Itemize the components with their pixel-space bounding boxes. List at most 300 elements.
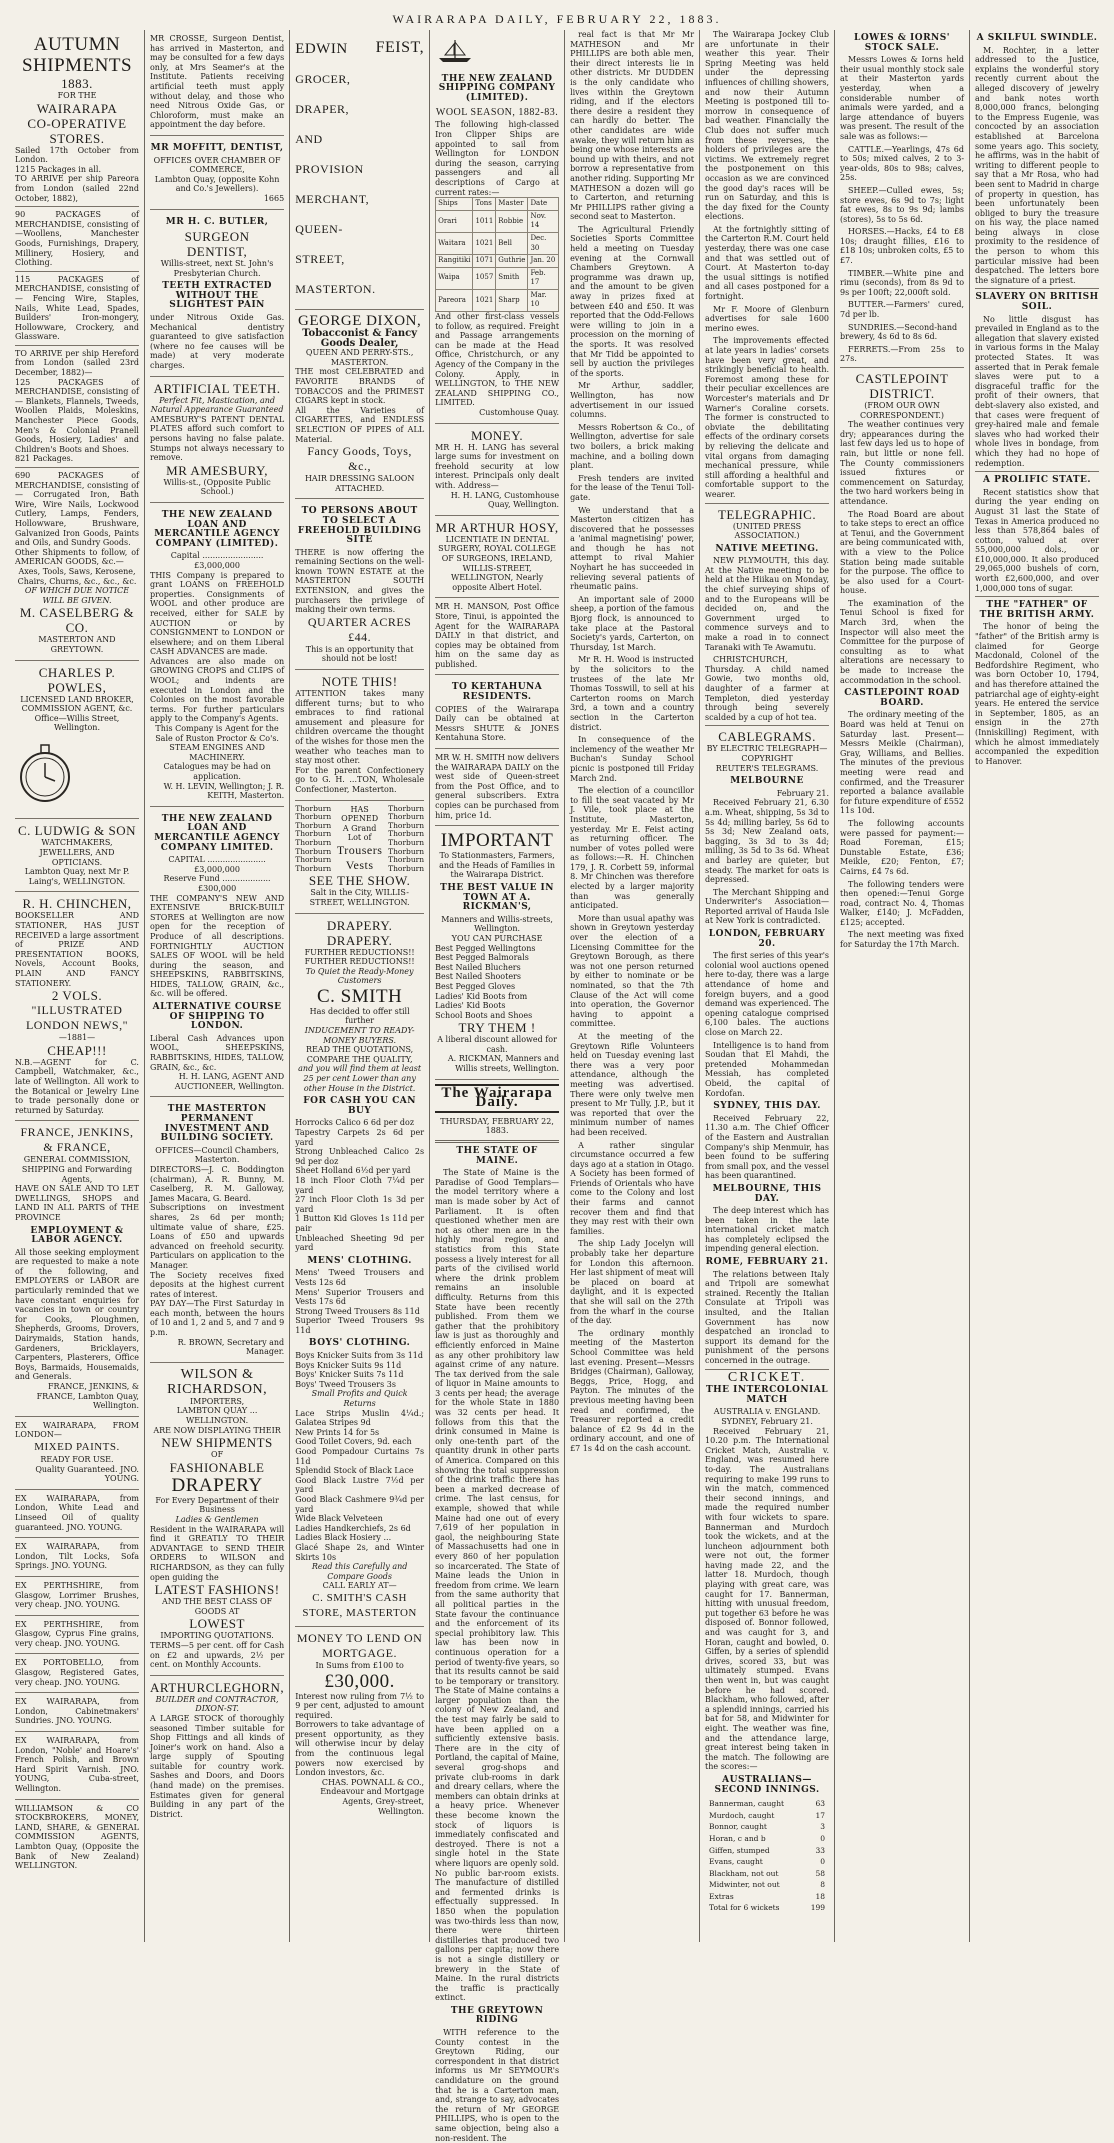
- prolific-head: A PROLIFIC STATE.: [982, 475, 1092, 486]
- cheap-label: CHEAP!!!: [47, 1042, 107, 1058]
- chinchen-ad: [15, 892, 139, 1121]
- news-good: We understand that a Masterton citizen has discovered that he possesses a 'animal magnetising' power, and though he has not attempt to rival Mahier Noyhart he has succeeded in relieving several patients of rheumatic pains.: [570, 505, 695, 592]
- dixon-ad: [295, 310, 424, 499]
- moffitt-ad: [150, 136, 284, 210]
- boys-head: BOYS' CLOTHING.: [308, 1338, 411, 1349]
- road-board-tenders: The following tenders were then opened:—Tenui Gorge road, contract No. 4, Thomas Walker, £140; J. McFadden, £125; accepted.: [840, 879, 965, 927]
- crosse-ad: MR CROSSE, Surgeon Dentist, has arrived in Masterton, and may be consulted for a few days only, at Mrs Seamer's at the Institute. Patients receiving artificial teeth must apply without delay, and those who need Nitrous Oxide Gas, or Chloroform, must make an appointment the day before.: [150, 30, 284, 136]
- slavery-body: No little disgust has prevailed in England as to the allegation that slavery existed in various forms in the Malay protected States. It was asserted that in Perak female slaves were put to a disgraceful traffic for the profit of their owners, that debt-slavery also existed, and that cases were frequent of grey-haired male and female slaves who had worked their whole lives in bondage, from which they had no hope of redemption.: [975, 314, 1099, 468]
- wr-address: LAMBTON QUAY ... WELLINGTON.: [176, 1406, 258, 1426]
- rickman-item: Best Nailed Shooters: [435, 972, 521, 982]
- score-table: [705, 1797, 829, 1915]
- score-batsman: Murdoch, caught: [709, 1810, 775, 1820]
- road-board-body: The ordinary meeting of the Board was held at Tenui on Saturday last. Present—Messrs Meikle (Chairman), Gray, Williams, and Bellies. The minutes of the previous meeting were read and confirmed, and the Treasurer reported a balance available for future expenditure of £552 11s 10d.: [840, 710, 965, 816]
- feist-line-4: PROVISION MERCHANT,: [295, 162, 370, 206]
- wilson-richardson-ad: [150, 1363, 284, 1676]
- score-batsman: Extras: [709, 1891, 734, 1901]
- smiths-store: C. SMITH'S CASH STORE, MASTERTON: [302, 1591, 417, 1619]
- wr-of: OF: [211, 1450, 224, 1460]
- other-list: Axes, Tools, Saws, Kerosene, Chairs, Churns, &c., &c., &c.: [17, 566, 137, 586]
- nz-loan-capital: Capital ........................ £3,000,000: [170, 551, 264, 570]
- nz-loan2-body: THE COMPANY'S NEW AND EXTENSIVE BRICK-BUILT STORES at Wellington are now open for the reception of Produce of all descriptions. FORTNIGHTLY AUCTION SALES OF WOOL will be held during the season, and SHEEPSKINS, RABBITSKINS, HIDES, TALLOW, GRAIN, &c., &c. will be offered.: [149, 893, 285, 999]
- lace-item: Splendid Stock of Black Lace: [295, 1466, 414, 1476]
- news-birch: Mr Arthur, saddler, Wellington, has now advertisement in our issued columns.: [570, 381, 695, 420]
- moffitt-head: MR MOFFITT, DENTIST,: [150, 142, 284, 153]
- caselberg-ad: [15, 30, 139, 661]
- lowes-head: LOWES & IORNS' STOCK SALE.: [854, 33, 951, 53]
- wr-fashionable: FASHIONABLE: [169, 1459, 265, 1475]
- news-orchards: At the meeting of the Greytown Rifle Volunteers held on Tuesday evening last there was a very poor attendance, although the meeting was advertised. There were only twelve men present to Mr Tully, J.P., but it was reported that over the minimum number of names had been received.: [570, 1031, 695, 1137]
- teeth-head: TEETH EXTRACTED WITHOUT THE SLIGHTEST PAIN: [162, 281, 272, 311]
- building-site-ad: [295, 499, 424, 670]
- cash-item: Tapestry Carpets 2s 6d per yard: [295, 1128, 425, 1147]
- telegraphic-head: TELEGRAPHIC.: [717, 506, 817, 522]
- rickman-item: Ladies' Kid Boots from: [435, 991, 528, 1001]
- reuters: REUTER'S TELEGRAMS.: [715, 763, 819, 773]
- table-cell: Dec. 30: [528, 232, 559, 254]
- lace-item: New Prints 14 for 5s: [295, 1427, 380, 1437]
- score-row: [707, 1811, 827, 1821]
- score-body: [707, 1799, 827, 1913]
- thorburn-8: Thorburn: [295, 863, 332, 873]
- score-runs: 0: [820, 1833, 826, 1843]
- news-improvements: The improvements effected at late years in ladies' corsets have been very great, and strikingly beneficial to health. Foremost among these for their peculiar excellences are Worcester's materials and Dr Warner's Coraline corsets. The former is constructed to obviate the debilitating effects of the ordinary corsets by relieving the delicate and vital organs from damaging mechanical pressure, while still affording a healthful and comfortable support to the wearer.: [705, 336, 830, 499]
- money-body: MR H. H. LANG has several large sums for investment on freehold security at low interest. Principals only dealt with. Address—: [435, 442, 560, 490]
- arrive-text: TO ARRIVE per ship Pareora from London (sailed 22nd October, 1882),: [15, 174, 139, 203]
- france-signature: FRANCE, JENKINS, & FRANCE, Lambton Quay, Wellington.: [36, 1382, 139, 1411]
- melbourne2-head: MELBOURNE, THIS DAY.: [712, 1183, 822, 1204]
- melbourne2-body: The deep interest which has been taken in the late international cricket match has completely eclipsed the impending general election.: [705, 1206, 830, 1254]
- cash-item: 1 Button Kid Gloves 1s 11d per pair: [295, 1214, 425, 1233]
- wr-head: WILSON & RICHARDSON,: [167, 1366, 268, 1397]
- feist-line-2: GROCER,: [295, 72, 351, 86]
- drapery-head: DRAPERY. DRAPERY.: [326, 917, 393, 948]
- money-lend-amount: £30,000.: [324, 1670, 395, 1692]
- artificial-teeth-ad: [150, 377, 284, 503]
- money-ad: [435, 424, 559, 516]
- score-runs: 3: [820, 1822, 826, 1832]
- artificial-teeth-sub: Perfect Fit, Mastication, and Natural Appearance Guaranteed: [150, 395, 284, 415]
- butler-address: Willis-street, next St. John's Presbyterian Church.: [160, 259, 274, 278]
- score-runs: 17: [815, 1810, 826, 1820]
- permanent-body: Subscriptions on investment shares, 2s 6d per month; ultimate value of share, £25. Loans of £50 and upwards advanced on freehold security. Particulars on application to the Manager.: [149, 1203, 285, 1270]
- nz-shipping-ad: [435, 30, 559, 424]
- money-to-lend-ad: [295, 1627, 424, 1821]
- thorburn-r7: Thorburn: [388, 855, 425, 865]
- score-total-row: [707, 1903, 827, 1913]
- ship-table-header: Master: [496, 198, 528, 211]
- nz-loan-body: THIS Company is prepared to grant LOANS on FREEHOLD properties. Consignments of WOOL and other produce are received, either for SALE by AUCTION or by CONSIGNMENT to LONDON or elsewhere; and on them Liberal CASH ADVANCES are made.: [149, 570, 285, 657]
- cash-item: 27 inch Floor Cloth 1s 3d per yard: [295, 1195, 425, 1214]
- swindle-head: A SKILFUL SWINDLE.: [976, 33, 1098, 43]
- young-ad-6: EX PORTOBELLO, from Glasgow, Registered Gates, very cheap. JNO. YOUNG.: [15, 1654, 139, 1693]
- artificial-teeth-title: ARTIFICIAL TEETH.: [153, 380, 281, 396]
- press-association: (UNITED PRESS ASSOCIATION.): [732, 521, 802, 541]
- important-address: Manners and Willis-streets, Wellington.: [441, 914, 553, 934]
- amesbury-body: AMESBURY'S PATENT DENTAL PLATES afford such comfort to persons having no false palate. Stumps not always necessary to remove.: [149, 414, 285, 463]
- wr-terms: TERMS—5 per cent. off for Cash on £2 and upwards, 2½ per cent. on Monthly Accounts.: [149, 1640, 285, 1670]
- score-batsman: Midwinter, not out: [709, 1880, 780, 1890]
- chinchen-name: R. H. CHINCHEN,: [22, 896, 132, 912]
- rome-head: ROME, FEBRUARY 21.: [705, 1257, 829, 1268]
- melbourne-head: MELBOURNE: [730, 776, 804, 787]
- dixon-body: THE most CELEBRATED and FAVORITE BRANDS of TOBACCOS and the PRIMEST CIGARS kept in stock.: [295, 367, 425, 406]
- christchurch-body: CHRISTCHURCH, Thursday. A child named Gowie, two months old, daughter of a farmer at Templeton, died yesterday through being severely scalded by a cup of hot tea.: [705, 655, 830, 722]
- score-row: [707, 1846, 827, 1856]
- sydney-head: SYDNEY, THIS DAY.: [713, 1101, 821, 1112]
- score-total-value: 199: [810, 1903, 826, 1913]
- news-greytown: More than usual apathy was shown in Greytown yesterday over the election of a Licensing Committee for the Greytown Borough, as there was not one person returned by either to nominate or be nominated, so that the 7th Clause of the Act will come into operation, the Governor having to appoint a committee.: [570, 913, 695, 1029]
- merchandise-1: 90 PACKAGES of MERCHANDISE, consisting of—Woollens, Manchester Goods, Furnishings, Drapery, Millinery, Hosiery, and Clothing.: [15, 210, 139, 268]
- boys-item: Boys Knicker Suits from 3s 11d: [295, 1351, 423, 1361]
- masthead: WAIRARAPA DAILY, FEBRUARY 22, 1883.: [392, 12, 722, 26]
- cleghorn-ad: [150, 1676, 284, 1825]
- small-profits: Small Profits and Quick Returns: [311, 1389, 408, 1409]
- mens-item: Superior Tweed Trousers 9s 11d: [295, 1316, 425, 1335]
- cricket-head: CRICKET.: [727, 1369, 807, 1385]
- table-cell: Sharp: [496, 289, 528, 311]
- powles-desc: LICENSED LAND BROKER, COMMISSION AGENT, &c.: [20, 694, 134, 714]
- feist-lines: [295, 34, 375, 304]
- castlepoint-head: CASTLEPOINT DISTRICT.: [855, 371, 949, 401]
- money-lend-tail: Interest now ruling from 7½ to 9 per cent, adjusted to amount required.: [295, 1691, 425, 1720]
- table-row: [436, 289, 559, 311]
- table-cell: 1021: [473, 232, 496, 254]
- score-row: [707, 1880, 827, 1890]
- feist-name: FEIST,: [375, 39, 425, 56]
- cash-item: 18 inch Floor Cloth 7¼d per yard: [295, 1175, 425, 1195]
- castlepoint-body-3: The examination of the Tenui School is fixed for March 3rd, when the Inspector will also meet the Committee for the purpose of consulting as to what alterations are necessary to be made to increase the accommodation in the school.: [840, 598, 965, 685]
- permanent-signature: R. BROWN, Secretary and Manager.: [177, 1337, 285, 1357]
- sailing-ship-icon: [435, 38, 475, 64]
- permanent-pay: PAY DAY—The First Saturday in each month, between the hours of 10 and 1, 2 and 5, and 7 and 9 p.m.: [149, 1299, 285, 1338]
- customhouse: Customhouse Quay.: [479, 408, 560, 417]
- note-this-head: NOTE THIS!: [321, 674, 398, 690]
- native-body: NEW PLYMOUTH, this day. At the Native meeting to be held at the Hiikau on Monday, the chief surveying ships of and to the Europeans will be decided on, and the Government urged to commence surveys and to make a road in to connect Taranaki with Te Awamutu.: [705, 556, 830, 652]
- young1-title: MIXED PAINTS.: [34, 1440, 120, 1453]
- table-cell: 1057: [473, 267, 496, 289]
- dixon-sub: Tobacconist & Fancy Goods Dealer,: [302, 328, 418, 349]
- news-wood: Mr R. H. Wood is instructed by the solicitors to the trustees of the late Mr Thomas Tosswill, to sell at his Carterton rooms on March 3rd, a town and a country section in the Carterton district.: [570, 655, 695, 732]
- permanent-body-2: The Society receives fixed deposits at the highest current rates of interest.: [149, 1270, 285, 1299]
- leader-article: [435, 1168, 559, 2003]
- thorburn-7: Thorburn: [295, 855, 332, 865]
- butler-title-1: SURGEON: [184, 229, 250, 245]
- sydney2: SYDNEY, February 21.: [721, 1416, 813, 1426]
- thorburn-list-right: [386, 805, 424, 874]
- drapery-sub: FURTHER REDUCTIONS!! FURTHER REDUCTIONS!!: [304, 947, 415, 967]
- ludwig-ad: [15, 819, 139, 892]
- cleghorn-head: ARTHURCLEGHORN,: [149, 1679, 285, 1695]
- france-land: HAVE ON SALE AND TO LET DWELLINGS, SHOPS and LAND IN ALL PARTS of THE PROVINCE: [15, 1184, 139, 1222]
- score-row: [707, 1892, 827, 1902]
- france-name: FRANCE, JENKINS, & FRANCE,: [20, 1125, 134, 1155]
- hosy-address: WILLIS-STREET, WELLINGTON, Nearly opposite Albert Hotel.: [451, 563, 544, 592]
- mens-item: Mens' Tweed Trousers and Vests 12s 6d: [295, 1268, 425, 1287]
- thorburn-3: Thorburn: [295, 820, 332, 830]
- liberal-cash: Liberal Cash Advances upon WOOL, SHEEPSKINS, RABBITSKINS, HIDES, TALLOW, GRAIN, &c., &c.: [149, 1033, 285, 1072]
- money-title: MONEY.: [470, 427, 524, 443]
- thorburn-r1: Thorburn: [388, 803, 425, 813]
- cleghorn-sub: BUILDER and CONTRACTOR, DIXON-ST.: [155, 1694, 279, 1714]
- alternative-course: ALTERNATIVE COURSE OF SHIPPING TO LONDON.: [152, 1002, 282, 1032]
- williamson-ad: WILLIAMSON & CO STOCKBROKERS, MONEY, LAND, SHARE, & GENERAL COMMISSION AGENTS, Lambton Quay, (Opposite the Bank of New Zealand) WELLINGTON.: [15, 1803, 139, 1871]
- smith-lead: To Quiet the Ready-Money Customers: [305, 966, 414, 986]
- melbourne-date: February 21.: [776, 788, 830, 798]
- thorburn-r6: Thorburn: [388, 846, 425, 856]
- aus-eng: AUSTRALIA v. ENGLAND.: [713, 1407, 821, 1417]
- news-items-2: [705, 30, 829, 500]
- nz-loan2-head: THE NEW ZEALAND LOAN AND MERCANTILE AGENCY COMPANY LIMITED.: [154, 813, 280, 853]
- ludwig-desc: WATCHMAKERS, JEWELLERS, AND OPTICIANS.: [39, 838, 115, 867]
- see-show: SEE THE SHOW.: [308, 873, 411, 889]
- lace-item: Good Black Lustre 7½d per yard: [295, 1475, 425, 1495]
- stores-word: STORES.: [49, 130, 105, 146]
- lowes-sundries: SUNDRIES.—Second-hand brewery, 4s 6d to 8s 6d.: [840, 322, 958, 342]
- smith-ad: [295, 914, 424, 1627]
- cash-item: Horrocks Calico 6 6d per doz: [295, 1118, 415, 1128]
- permanent-head: THE MASTERTON PERMANENT INVESTMENT AND BUILDING SOCIETY.: [160, 1104, 274, 1144]
- autumn-title: AUTUMN SHIPMENTS: [21, 34, 133, 76]
- young1-signature: Quality Guaranteed. JNO. YOUNG.: [35, 1464, 139, 1484]
- cable-by: BY ELECTRIC TELEGRAPH—COPYRIGHT: [706, 744, 828, 763]
- lowes-ferrets: FERRETS.—From 25s to 27s.: [840, 344, 965, 364]
- important-best: THE BEST VALUE IN TOWN AT A. RICKMAN'S,: [440, 882, 554, 913]
- other-shipments: Other Shipments to follow, of AMERICAN GOODS, &c.—: [15, 547, 139, 567]
- moffitt-number: 1665: [263, 193, 285, 203]
- boys-item: Boys Knicker Suits 9s 11d: [295, 1360, 402, 1370]
- ship-table-head: [436, 198, 559, 211]
- nz-loan-ad: [150, 503, 284, 807]
- sailed-note: Sailed 17th October from London.: [15, 145, 139, 165]
- chinchen-desc: BOOKSELLER AND STATIONER, HAS JUST RECEIVED a large assortment of PRIZE AND PRESENTATION BOOKS, Novels, Account Books, PLAIN AND FANCY STATIONERY.: [15, 911, 139, 988]
- teeth-body: under Nitrous Oxide Gas. Mechanical dentistry guaranteed to give satisfaction (where no fee causes will be made) at very moderate charges.: [149, 313, 285, 371]
- butler-head: MR H. C. BUTLER,: [165, 216, 269, 227]
- score-row: [707, 1857, 827, 1867]
- hair-dressing: HAIR DRESSING SALOON ATTACHED.: [304, 474, 415, 493]
- lace-item: Glacé Shape 2s, and Winter Skirts 10s: [295, 1542, 425, 1562]
- thorburn-4: Thorburn: [295, 829, 332, 839]
- cash-head: FOR CASH YOU CAN BUY: [303, 1096, 416, 1116]
- employment-heading: EMPLOYMENT & LABOR AGENCY.: [30, 1225, 124, 1246]
- road-board-body-2: The following accounts were passed for payment:—Road Foreman, £15; Dunstable Estate, £36; Meikle, £20; Fenton, £7; Cairns, £4 7s 6d.: [840, 818, 965, 876]
- france-jenkins-ad: [15, 1121, 139, 1416]
- ship-table-header: Ships: [436, 198, 473, 211]
- score-runs: 8: [820, 1880, 826, 1890]
- money-lend-head: MONEY TO LEND ON MORTGAGE.: [296, 1630, 423, 1660]
- rickman-item: Best Pegged Gloves: [435, 981, 516, 991]
- melbourne-body: Received February 21, 6.30 a.m. Wheat, shipping, 5s 3d to 5s 4d; milling barley, 5s 6d to 5s 3d; New Zealand oats, bagging, 3s 3d to 3s 4d; milling, 3s 5d to 3s 6d. Wheat and barley are quieter, but steady. The market for oats is depressed.: [705, 798, 830, 885]
- lowes-horses: HORSES.—Hacks, £4 to £8 10s; draught fillies, £16 to £18 10s; unbroken colts, £5 to £7.: [840, 227, 965, 266]
- merchandise-4: 690 PACKAGES of MERCHANDISE, consisting of— Corrugated Iron, Bath Wire, Wire Nails, Lockwood Cutlery, Lamps, Fenders, Hollowware, Brushware, Galvanized Iron Goods, Paints and Oils, and Sundry Goods.: [15, 471, 139, 548]
- news-seventy: A rather singular circumstance occurred a few days ago at a station in Otago. A Society has been formed of Friends of Orientals who have come to the Colony and lost their farms and cannot recover them and find that they may rest with their own families.: [570, 1140, 695, 1236]
- father-body: The honor of being the "father" of the British army is claimed for George Macdonald, Colonel of the Bedfordshire Regiment, who was born October 10, 1794, and has therefore attained the patriarchal age of eighty-eight years. He entered the service in September, 1805, as an ensign in the 27th (Inniskilling) Regiment, with which he almost immediately accompanied the expedition to Hanover.: [975, 622, 1099, 766]
- lace-item: Good Black Cashmere 9¾d per yard: [295, 1494, 425, 1514]
- cricket-body: Received February 21, 10.20 p.m. The International Cricket Match, Australia v. England, was resumed here to-day. The Australians requiring to make 199 runs to win the match, commenced their second innings, and made the required number with four wickets to spare. Bannerman and Murdoch took the wickets, and at the luncheon adjournment both were not out, the former having made 22, and the latter 18. Murdoch, though playing with great care, was caught for 17. Bannerman, hitting with unusual freedom, put together 63 before he was disposed of. Bonnor followed, and was caught for 3, and Horan, caught and bowled, 0. Giffen, by a series of splendid drives, scored 33, but was ultimately stumped. Evans then went in, but was caught before he had scored. Blackham, who followed, after a splendid innings, carried his bat for 58, and Midwinter for eight. The weather was fine, and the attendance large, great interest being taken in the match. The following are the scores:—: [705, 1426, 830, 1772]
- quarter-note: This is an opportunity that should not be lost!: [305, 644, 414, 664]
- nz-loan-head: THE NEW ZEALAND LOAN AND MERCANTILE AGENCY COMPANY (LIMITED).: [154, 509, 280, 549]
- arrive-text-2: TO ARRIVE per ship Hereford from London (sailed 23rd December, 1882)—: [15, 348, 139, 378]
- lace-item: Ladies Black Hosiery ...: [295, 1533, 392, 1543]
- table-cell: Waitara: [436, 232, 473, 254]
- riding-body: WITH reference to the County contest in the Greytown Riding, our correspondent in that district informs us Mr SEYMOUR's candidature on the ground that he is a Carterton man, and, strange to say, advocates the return of Mr GEORGE PHILLIPS, who is open to the same objection, being also a non-resident. The: [435, 2028, 560, 2143]
- cash-item: Sheet Holland 6½d per yard: [295, 1166, 411, 1176]
- table-cell: Mar. 10: [528, 289, 559, 311]
- news-election: The election of a councillor to fill the seat vacated by Mr J. Vile, took place at the Institute, Masterton, yesterday. Mr E. Feist acting as returning officer. The number of votes polled were as follows:—R. H. Chinchen 179, J. R. Corbett 59, informal 8. Mr Chinchen was therefore elected by a larger majority than was generally anticipated.: [570, 786, 695, 911]
- table-row: [436, 232, 559, 254]
- leader-head: THE STATE OF MAINE.: [456, 1146, 538, 1166]
- castlepoint-body: The weather continues very dry; appearances during the last few days led us to hope of rain, but little or none fell. The County commissioners issued fixtures or commencement on Saturday, the two hard workers being in attendance.: [840, 420, 965, 506]
- caselberg-address: MASTERTON AND GREYTOWN.: [38, 635, 116, 654]
- lace-item: Good Toilet Covers, 9d. each: [295, 1437, 412, 1447]
- column-1: [10, 30, 145, 1942]
- prolific-body: Recent statistics show that during the year ending on August 31 last the State of Texas in America produced no less than 578,864 bales of cotton, valued at over 55,000,000 dols., or £10,000,000. It also produced 29,065,000 bushels of corn, worth £2,600,000, and over 1,000,000 tons of sugar.: [975, 487, 1099, 593]
- issue-date: THURSDAY, FEBRUARY 22, 1883.: [440, 1116, 554, 1136]
- news-jocelyn: The ship Lady Jocelyn will probably take her departure for London this afternoon. Her last shipment of meat will be placed on board at daylight, and it is expected that she will sail on the 27th from the wharf in the course of the day.: [570, 1239, 695, 1326]
- ship-table-header: Date: [528, 198, 559, 211]
- london-head: LONDON, FEBRUARY 20.: [708, 929, 826, 949]
- powles-name: CHARLES P. POWLES,: [38, 664, 116, 695]
- ruston-signature: W. H. LEVIN, Wellington; J. R. KEITH, Masterton.: [163, 781, 285, 801]
- cash-item: Strong Unbleached Calico 2s 9d per doz: [295, 1147, 425, 1166]
- wairarapa-word: WAIRARAPA: [36, 100, 118, 116]
- table-cell: 1021: [473, 289, 496, 311]
- nzsc-foot: And other first-class vessels to follow, as required. Freight and Passage arrangements can be made at the Head Office, Christchurch, or any Agency of the Company in the Colony. Apply, in WELLINGTON, to THE NEW ZEALAND SHIPPING CO., LIMITED.: [435, 312, 560, 408]
- rickman-item: School Boots and Shoes: [435, 1010, 533, 1020]
- nzsc-body: The following high-classed Iron Clipper Ships are appointed to sail from Wellington for LONDON during the season, carrying passengers and all descriptions of Cargo at current rates:—: [435, 120, 560, 197]
- discount-note: A liberal discount allowed for cash.: [437, 1035, 557, 1054]
- hosy-sub: LICENTIATE IN DENTAL SURGERY, ROYAL COLLEGE OF SURGEONS, IRELAND,: [438, 534, 556, 563]
- dixon-address: QUEEN AND PERRY-STS., MASTERTON.: [305, 348, 414, 367]
- moffitt-address: Lambton Quay, (opposite Kohn and Co.'s Jewellers).: [154, 174, 280, 194]
- vests-label: Vests: [345, 857, 374, 872]
- score-total-label: Total for 6 wickets: [709, 1903, 780, 1913]
- illustrated-year: —1881—: [58, 1033, 96, 1043]
- coop-word: CO-OPERATIVE: [27, 115, 127, 131]
- slavery-head: SLAVERY ON BRITISH SOIL.: [975, 292, 1099, 313]
- young-ad-7: EX WAIRARAPA, from London, Cabinetmakers' Sundries. JNO. YOUNG.: [15, 1693, 139, 1732]
- hosy-name: MR ARTHUR HOSY,: [435, 519, 559, 535]
- pocket-watch-icon: [15, 737, 75, 807]
- smith-body: Has decided to offer still further: [309, 1006, 410, 1026]
- score-row: [707, 1834, 827, 1844]
- caselberg-firm: M. CASELBERG & CO.: [19, 605, 135, 636]
- money-signature: H. H. LANG, Customhouse Quay, Wellington.: [450, 490, 560, 510]
- table-cell: Orari: [436, 210, 473, 232]
- dixon-body-2: All the Varieties of CIGARETTES, and ENDLESS SELECTION OF PIPES of ALL Material.: [295, 405, 425, 444]
- agent-note: N.B.—AGENT for C. Campbell, Watchmaker, &c., late of Wellington. All work to the Botanical or Jewelry Line to trade personally done or returned by Saturday.: [15, 1057, 139, 1115]
- mens-item: Strong Tweed Trousers 8s 11d: [295, 1306, 420, 1316]
- feist-line-1: EDWIN: [295, 41, 348, 57]
- illustrated-vols: 2 VOLS.: [51, 988, 103, 1004]
- score-batsman: Horan, c and b: [709, 1833, 766, 1843]
- sydney-body: Received February 22, 11.30 a.m. The Chief Officer of the Eastern and Australian Company's ship Menmuir, has been found to be suffering from small pox, and the vessel has been quarantined.: [705, 1113, 830, 1181]
- table-cell: Guthrie: [496, 255, 528, 268]
- rickman-signature: A. RICKMAN, Manners and Willis streets, Wellington.: [447, 1054, 560, 1074]
- autumn-year: 1883.: [61, 76, 93, 91]
- permanent-directors: DIRECTORS—J. C. Boddington (chairman), A. R. Bunny, M. Caselberg, R. M. Galloway, James Macara, G. Beard.: [149, 1164, 285, 1203]
- london-body: The first series of this year's colonial wool auctions opened here to-day, there was a large attendance of home and foreign buyers, and a good demand was experienced. The opening catalogue comprised 6,100 bales. The auctions close on March 22.: [705, 951, 830, 1037]
- table-cell: Waipa: [436, 267, 473, 289]
- score-runs: 18: [815, 1891, 826, 1901]
- score-batsman: Blackham, not out: [709, 1868, 779, 1878]
- important-lead: To Stationmasters, Farmers, and the Heads of Families in the Wairarapa District.: [439, 851, 556, 880]
- road-board-head: CASTLEPOINT ROAD BOARD.: [844, 688, 960, 708]
- note-this-signature: For the parent Confectionery go to G. H. ...TON, Wholesale Confectioner, Masterton.: [295, 765, 425, 794]
- native-head: NATIVE MEETING.: [715, 543, 819, 554]
- employment-body: All those seeking employment are requested to make a note of the following, and EMPLOYERS or LABOR are particularly reminded that we have constant enquiries for vacancies in town or country for Cooks, Ploughmen, Shepherds, Grooms, Drovers, Dairymaids, Station hands, Gardeners, Bricklayers, Carpenters, Plasterers, Office Boys, Barmaids, Housemaids, and Generals.: [15, 1247, 139, 1382]
- thorburn-2: Thorburn: [295, 812, 332, 822]
- swindle-body: M. Rochter, in a letter addressed to the Justice, explains the wonderful story recently current about the alleged discovery of jewelry and bank notes worth 8,000,000 francs, belonging to the Empress Eugenie, was concocted by an association established at Barcelona some years ago. This society, he affirms, was in the habit of writing to different people to say that a Mr Rosa, who had been sent to Madrid in charge of property in question, has been unfortunately been obliged to bury the treasure on his way, the place named being always in close proximity to the residence of the person to whom this particular missive had been despatched. The letters bore the signature of a priest.: [975, 45, 1099, 285]
- wr-new: NEW SHIPMENTS: [161, 1435, 273, 1451]
- wr-lowest: LOWEST: [189, 1616, 245, 1632]
- permanent-society-ad: [150, 1097, 284, 1362]
- score-runs: 33: [815, 1845, 826, 1855]
- amesbury-name: MR AMESBURY,: [166, 462, 269, 478]
- young1-head: EX WAIRARAPA, FROM LONDON—: [15, 1420, 139, 1440]
- score-batsman: Bonnor, caught: [709, 1822, 767, 1832]
- young-ad-5: EX PERTHSHIRE, from Glasgow, Cyprus Fine grains, very cheap. JNO. YOUNG.: [15, 1616, 139, 1655]
- mens-list: [295, 1268, 424, 1335]
- table-row: [436, 267, 559, 289]
- wr-importing: IMPORTING QUOTATIONS.: [160, 1631, 274, 1641]
- ruston-agent: This Company is Agent for the Sale of Ruston Proctor & Co's. STEAM ENGINES AND MACHINERY.: [155, 724, 279, 762]
- lowes-cattle: CATTLE.—Yearlings, 47s 6d to 50s; mixed calves, 2 to 3-year-olds, 80s to 98s; calves, 25s.: [840, 144, 965, 183]
- smith-read: READ THE QUOTATIONS, COMPARE THE QUALITY,: [306, 1045, 414, 1064]
- table-cell: Smith: [496, 267, 528, 289]
- wr-ladies: Ladies & Gentlemen: [175, 1515, 259, 1524]
- mens-item: Mens' Superior Trousers and Vests 17s 6d: [295, 1287, 425, 1307]
- score-row: [707, 1822, 827, 1832]
- building-site-body: THERE is now offering the remaining Sections on the well-known TOWN ESTATE at the MASTERTON SOUTH EXTENSION, and gives the purchasers the privilege of making their own terms.: [295, 547, 425, 615]
- columns: [10, 30, 1104, 2143]
- table-row: [436, 255, 559, 268]
- lang-signature: H. H. LANG, AGENT AND AUCTIONEER, Wellington.: [174, 1072, 285, 1091]
- young-ad-8: EX WAIRARAPA, from London, "Noble' and Hoare's' French Polish, and Brown Hard Spirit Varnish. JNO. YOUNG, Cuba-street, Wellington.: [15, 1732, 139, 1800]
- wr-best: AND THE BEST CLASS OF GOODS AT: [161, 1597, 273, 1616]
- powles-ad: [15, 661, 139, 820]
- feist-ad: [295, 30, 424, 310]
- quarter-acres: QUARTER ACRES £44.: [307, 614, 412, 644]
- thorburn-1: Thorburn: [295, 803, 332, 813]
- rickman-item: Best Nailed Bluchers: [435, 962, 521, 972]
- powles-address: Office—Willis Street, Wellington.: [34, 713, 120, 733]
- leader-body: The State of Maine is the Paradise of Good Templars—the model territory where a man is made sober by Act of Parliament. It is often questioned whether men are not as other men are in the highly moral region, and statistics from this State possess a lively interest for all parts of the civilised world where the drink problem remains an insoluble difficulty. Returns from this State have been recently published. From them we gather that the prohibitory law is just as thoroughly and efficiently enforced in Maine as any other prohibitory law against crime of any nature. The tax derived from the sale of liquor in Maine amounts to 3 cents per head; the average for the whole State in 1880 was 32 cents per head. It follows from this that the drink consumed in Maine is only one-tenth part of the quantity drunk in other parts of America. Compared on this showing the total suppression of the drink traffic there has been a marked decrease of crime. The last census, for example, showed that while Maine had one out of every 7,619 of her population in gaol, the neighbouring State of Massachusetts had one in every 860 of her population so incarcerated. The State of Maine leads the Union in freedom from crime. We learn from the same authority that all political parties in the State favour the continuance and the enforcement of its special prohibitory law. This law has been now in continuous operation for a period of twenty-five years, so that its results cannot be said to be temporary or transitory. The State of Maine contains a larger population than the colony of New Zealand, and the test may fairly be said to have been applied on a sufficiently extensive basis. There are in the city of Portland, the capital of Maine, several grog-shops and private club-rooms in dark and dreary cellars, where the members can obtain drinks at a heavy price. Whenever these become known the stock of liquors is immediately confiscated and destroyed. There is not a single hotel in the State where liquors are openly sold. No public bar-room exists. The manufacture of distilled and fermented drinks is effectually suppressed. In 1850 when the population was two-thirds less than now, there were thirteen distilleries that produced two gallons per capita; now there is not a single distillery or brewery in the State of Maine. In the rural districts the traffic is practically extinct.: [435, 1168, 560, 2003]
- table-cell: Nov. 14: [528, 210, 559, 232]
- ship-packages: 1215 Packages in all.: [15, 164, 101, 174]
- kertahuna-body: COPIES of the Wairarapa Daily can be obtained at Messrs SHUTE & JONES Kentahuna Store.: [435, 704, 560, 743]
- nz-loan-body-2: Advances are also made on GROWING CROPS and CLIPS of WOOL; and indents are executed in London and the Colonies on the most favorable terms. For further particulars apply to the Company's Agents.: [149, 656, 285, 724]
- news-tenders: Fresh tenders are invited for the lease of the Tenui Toll-gate.: [570, 473, 695, 502]
- hosy-ad: [435, 516, 559, 599]
- kertahuna-head: TO KERTAHUNA RESIDENTS.: [451, 682, 543, 703]
- riding-head: THE GREYTOWN RIDING: [450, 2005, 544, 2026]
- column-6: [700, 30, 835, 1942]
- score-batsman: Giffen, stumped: [709, 1845, 770, 1855]
- feist-line-3: DRAPER, AND: [295, 102, 350, 146]
- building-site-head: TO PERSONS ABOUT TO SELECT A FREEHOLD BUILDING SITE: [297, 506, 422, 546]
- thorburn-r3: Thorburn: [388, 820, 425, 830]
- lowes-lead: Messrs Lowes & Iorns held their usual monthly stock sale at their Masterton yards yesterday, when a considerable number of animals were yarded, and a large attendance of buyers was present. The result of the sale was as follows:—: [840, 55, 965, 141]
- score-runs: 58: [815, 1868, 826, 1878]
- column-3: [290, 30, 430, 1942]
- rickman-list: [435, 944, 559, 1021]
- riding-cont: real fact is that Mr Mr MATHESON and Mr PHILLIPS are both able men, their direct interests lie in other districts. Mr DUDDEN is the only candidate who lives within the Greytown riding, and if the electors there desire a resident they can hardly do better. The other candidates are wide awake, they will return him as being one whose interests are bound up with theirs, and not borrow a representative from another riding. Supporting Mr MATHESON a dozen will go to Carterton, and returning Mr PHILLIPS rather giving a second seat to Masterton.: [570, 30, 695, 222]
- amesbury-address: Willis-st., (Opposite Public School.): [163, 477, 271, 497]
- newspaper-flag: The Wairarapa Daily.: [435, 1084, 559, 1113]
- thorburn-5: Thorburn: [295, 837, 332, 847]
- wr-sub: IMPORTERS,: [190, 1396, 245, 1406]
